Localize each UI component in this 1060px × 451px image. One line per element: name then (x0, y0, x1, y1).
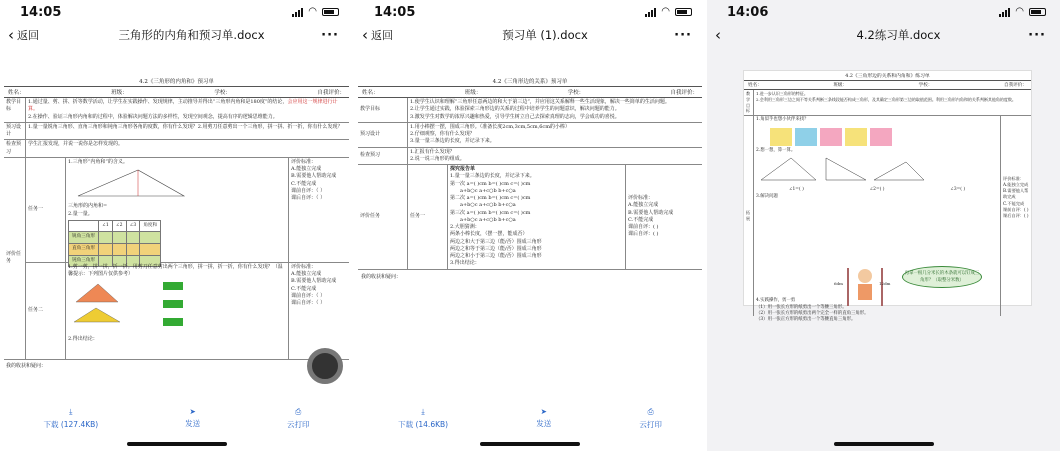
check-row (358, 148, 702, 166)
school-label: 学校： (214, 90, 231, 96)
doc-heading: 4.2《三角形边的关系》预习单 (358, 76, 702, 87)
more-options-button[interactable]: ··· (674, 27, 692, 43)
check-line: 1.汇报有什么发现？ (410, 148, 455, 155)
task2-label: 任务二 (26, 263, 66, 359)
battery-icon (1029, 8, 1046, 16)
document-title: 预习单 (1).docx (502, 28, 588, 42)
download-button[interactable] (398, 407, 448, 430)
table-row-label: 锐角三角形 (69, 232, 99, 244)
signal-icon (645, 8, 656, 17)
document-preview[interactable] (358, 76, 702, 394)
task2-question: 1.剪一剪，拼一拼，折一折。用剪刀任意剪出两个三角形，拼一拼，折一折，你有什么发现？（温馨提示：下列图片仅供参考） (68, 263, 283, 277)
printer-icon: ⎙ (647, 407, 654, 416)
criteria-title: 评价标准： (291, 263, 317, 270)
post-class-eval: 课后自评：( ) (1003, 212, 1029, 218)
check-text (408, 148, 702, 165)
folding-photos (68, 278, 208, 332)
class-label: 班级： (833, 83, 848, 88)
task1-label: 任务一 (26, 158, 66, 262)
phone-screen-2 (354, 0, 706, 451)
more-options-button[interactable]: ··· (321, 27, 339, 43)
exercise-content (754, 116, 1001, 323)
table-row-label: 钝角三角形 (69, 255, 99, 267)
home-indicator (127, 442, 227, 446)
guess-line: 两条小棒长度，（摆一摆，能成否） (450, 231, 528, 238)
document-preview[interactable] (4, 76, 349, 394)
goal-line: 2.会利用三角形三边之间不等关系判断三条线段能否构成三角形，及其确定三角形第三边的取值范围。利用三角形内角和的关系判断其他角的度数。 (756, 96, 1016, 102)
report-line: a+b○c a+c○b b+c○a (460, 202, 516, 209)
floating-record-button[interactable] (307, 348, 343, 384)
task2-row (26, 263, 349, 359)
task1-criteria (289, 158, 349, 262)
bottom-toolbar (0, 407, 353, 437)
goal-row (744, 90, 1031, 116)
exercise-row (744, 116, 1031, 323)
practice-line: （2）用一张长方形的纸剪出两个完全一样的直角三角形。 (756, 310, 869, 316)
report-line: a+b○c a+c○b b+c○a (460, 216, 516, 223)
name-label: 姓名： (362, 90, 379, 96)
angle-table (68, 220, 161, 268)
send-label: 发送 (185, 419, 201, 428)
cloud-print-label: 云打印 (287, 420, 310, 429)
report-line: 第三次 a=( )cm b=( )cm c=( )cm (450, 209, 531, 216)
task1-criteria (626, 165, 702, 269)
pre-line: 2.仔细观察，你有什么发现？ (410, 131, 475, 137)
pre-label: 预习设计 (358, 123, 408, 147)
home-indicator (834, 442, 934, 446)
post-class-eval: 课后自评：( ) (628, 231, 659, 238)
name-label: 姓名： (8, 90, 25, 96)
cloud-print-button[interactable] (287, 407, 310, 430)
status-bar (0, 0, 353, 24)
cloud-print-label: 云打印 (639, 420, 662, 429)
criteria-c: C.不能完成 (291, 180, 317, 187)
triangle-figure (68, 166, 188, 200)
back-button[interactable] (8, 27, 39, 43)
signal-icon (292, 8, 303, 17)
status-icons (645, 7, 692, 17)
check-row (4, 140, 349, 158)
goal-text-red: 会应用这一规律进行计算。 (28, 99, 338, 113)
criteria-b: B.需要他人帮助完成 (291, 278, 337, 285)
chevron-left-icon: ‹ (362, 25, 368, 44)
document-title: 三角形的内角和预习单.docx (118, 28, 265, 42)
task2-conclusion: 2.得出结论： (68, 335, 98, 342)
angle-triangles (756, 154, 926, 184)
status-time: 14:06 (727, 4, 769, 20)
report-sheet (448, 165, 626, 269)
self-eval-label: 自我评价： (1003, 83, 1027, 88)
printer-icon: ⎙ (295, 407, 302, 416)
length-label: 6dm (834, 281, 843, 287)
table-head-cell: 角度和 (140, 220, 161, 232)
doc-footer: 我的收获和疑问： (4, 359, 349, 371)
goal-text (26, 98, 349, 122)
criteria-b: B.需要他人帮助完成 (291, 173, 337, 180)
chevron-left-icon: ‹ (715, 25, 721, 44)
goal-line: 1.进一步认识三角形的特征。 (756, 91, 808, 96)
send-button[interactable] (536, 407, 551, 429)
doc-name-row (4, 87, 349, 98)
goal-line: 3.激发学生对数学的浓厚兴趣和热爱，引导学生树立自己去探索真理的志向，学会成功的喜悦。 (410, 113, 620, 120)
check-text: 学生汇报发现，并说一说你是怎样发现的。 (28, 141, 124, 148)
criteria-a: A.能独立完成 (291, 166, 322, 172)
pre-label: 预习设计 (4, 123, 26, 140)
post-class-eval: 课后自评：（ ） (291, 195, 326, 201)
report-line: 第一次 a=( )cm b=( )cm c=( )cm (450, 180, 531, 187)
sticky-note (770, 128, 792, 146)
nav-bar (0, 24, 353, 46)
check-label: 检查预习 (358, 148, 408, 165)
pre-class-eval: 课前自评：( ) (628, 224, 659, 230)
guess-line: 两边之和小于第三边（能/否）围成三角形 (450, 253, 542, 259)
task1-measure: 2.量一量。 (68, 210, 93, 217)
criteria-b: B.需要他人帮助完成 (628, 209, 674, 216)
battery-icon (675, 8, 692, 16)
practice-section (756, 298, 869, 324)
report-line: a+b○c a+c○b b+c○a (460, 187, 516, 194)
back-button[interactable] (362, 27, 393, 43)
status-icons (292, 7, 339, 17)
table-row (69, 244, 161, 256)
angle-answer: ∠1=( ) (788, 187, 804, 193)
download-button[interactable] (43, 407, 98, 430)
sticky-note (870, 128, 892, 146)
pre-line: 1.用小棒摆一摆，围成三角形。（准备长度2cm,3cm,5cm,6cm的小棒） (410, 123, 570, 130)
criteria-title: 评价标准： (1003, 176, 1024, 182)
task2-criteria (289, 263, 349, 359)
criteria-c: C.不能完成 (291, 285, 317, 292)
name-label: 姓名： (748, 83, 762, 88)
eval-row (358, 165, 702, 270)
table-head-cell: ∠3 (126, 220, 140, 232)
check-line: 2.说一说三角形的组成。 (410, 155, 465, 162)
pre-class-eval: 课前自评：（ ） (291, 187, 326, 194)
phone-screen-3 (707, 0, 1060, 451)
doc-name-row (744, 81, 1031, 90)
criteria-title: 评价标准： (628, 195, 654, 201)
sticky-note (820, 128, 842, 146)
nav-bar (354, 24, 706, 46)
criteria-c: C.不能完成 (1003, 200, 1025, 206)
back-button[interactable] (715, 25, 721, 44)
download-icon: ⤓ (421, 407, 425, 416)
table-row-label: 直角三角形 (69, 244, 99, 256)
task1-question: 1.三角形“内角和”的含义。 (68, 158, 128, 165)
bottom-toolbar (354, 407, 706, 437)
side-label: 拓展 (744, 116, 754, 316)
criteria-b: B.需要他人帮助完成 (1003, 188, 1029, 200)
class-label: 班级： (111, 90, 128, 96)
pre-line: 3.量一量三条边的长度，并记录下来。 (410, 138, 495, 145)
wifi-icon: ◠ (308, 6, 317, 17)
task1-sum: 三角形的内角和= (68, 203, 108, 210)
criteria-c: C.不能完成 (628, 216, 654, 223)
q2-text: 2.想一想，算一算。 (756, 147, 796, 153)
practice-line: （1）用一张长方形的纸剪出一个等腰三角形。 (756, 304, 847, 310)
practice-line: （3）用一张正方形的纸剪出一个等腰直角三角形。 (756, 317, 856, 323)
q3-text: 3.解决问题 (756, 193, 778, 199)
doc-name-row (358, 87, 702, 98)
table-head-cell (69, 220, 99, 232)
q4-text: 4.实践操作，剪一剪 (756, 298, 796, 304)
cloud-print-button[interactable] (639, 407, 662, 430)
angle-answer: ∠3=( ) (950, 187, 966, 193)
pre-row (358, 123, 702, 148)
goal-text (408, 98, 702, 122)
document-title: 4.2练习单.docx (856, 28, 941, 42)
school-label: 学校： (918, 83, 933, 88)
task1-label: 任务一 (408, 165, 448, 269)
task1-content (66, 158, 289, 262)
sticky-note (795, 128, 817, 146)
send-icon: ➤ (540, 407, 547, 416)
report-line: 第二次 a=( )cm b=( )cm c=( )cm (450, 195, 531, 201)
conclusion-label: 3.得出结论： (450, 260, 480, 267)
goal-line: 1.使学生认识和理解“三角形任意两边的和大于第三边”，并应用这关系解释一些生活现象，解决一些简单的生活问题。 (410, 99, 670, 105)
sticky-note (845, 128, 867, 146)
pre-text: 1.量一量锐角三角形、直角三角形和钝角三角形各角的度数，你有什么发现？2.用剪刀任意剪出一个三角形，拼一拼、折一折，你有什么发现？ (28, 123, 343, 130)
send-label: 发送 (536, 419, 552, 428)
battery-icon (322, 8, 339, 16)
goal-text-2: 2.在操作、验证三角形内角和的过程中，体验解决问题方法的多样性，发现空间观念，提高有序的逻辑思维能力。 (28, 113, 278, 120)
criteria-a: A.能独立完成 (1003, 182, 1029, 188)
goal-label: 教学目标 (744, 90, 754, 115)
back-label: 返回 (371, 29, 393, 42)
pre-class-eval: 课前自评：（ ） (291, 292, 326, 299)
sticky-notes (770, 128, 998, 146)
class-label: 班级： (464, 90, 482, 96)
criteria-title: 评价标准： (291, 158, 317, 165)
length-label: 12dm (879, 281, 891, 287)
status-bar (354, 0, 706, 24)
table-head-cell: ∠1 (98, 220, 112, 232)
send-button[interactable] (185, 407, 200, 429)
pre-class-eval: 课前自评：( ) (1003, 206, 1029, 212)
pre-text (408, 123, 702, 147)
criteria-a: A.能独立完成 (628, 202, 659, 209)
goal-text (754, 90, 1031, 115)
phone-screen-1 (0, 0, 353, 451)
doc-heading: 4.2《三角形边的关系和内角和》练习单 (744, 71, 1031, 81)
q1-text: 1.角似乎也想小伙伴来找？ (756, 117, 809, 123)
doc-heading: 4.2《三角形的内角和》预习单 (4, 76, 349, 87)
download-label: 下载 (14.6KB) (398, 420, 449, 429)
table-head-cell: ∠2 (112, 220, 126, 232)
guess-title: 2.大胆猜测： (450, 224, 480, 230)
eval-label: 评价任务 (4, 158, 26, 359)
nav-bar (707, 24, 1060, 46)
table-row (69, 232, 161, 244)
goal-line: 2.让学生通过实践，体验探索三角形边的关系的过程中培养学生的问题意识，解决问题的能力。 (410, 106, 620, 113)
guess-line: 两边之和大于第三边（能/否）围成三角形 (450, 238, 542, 245)
angle-table-header (69, 220, 161, 232)
self-eval-label: 自我评价： (670, 90, 698, 96)
speech-bubble: 再拿一根几分米长的木条就可以钉成三角形？（取整分米数） (902, 266, 982, 288)
pre-row (4, 123, 349, 141)
download-label: 下载 (127.4KB) (43, 420, 99, 429)
status-time: 14:05 (20, 4, 62, 20)
angle-answers (756, 187, 998, 193)
eval-row (4, 158, 349, 359)
document-preview[interactable] (743, 70, 1032, 323)
wifi-icon: ◠ (1015, 6, 1024, 17)
goal-label: 教学目标 (358, 98, 408, 122)
criteria-column (1001, 116, 1031, 316)
chevron-left-icon: ‹ (8, 25, 14, 44)
school-label: 学校： (567, 90, 585, 96)
angle-answer: ∠2=( ) (869, 187, 885, 193)
task1-row (26, 158, 349, 263)
home-indicator (480, 442, 580, 446)
wifi-icon: ◠ (661, 6, 670, 17)
doc-footer: 我的收获和疑问： (361, 273, 402, 280)
send-icon: ➤ (189, 407, 196, 416)
download-icon: ⤓ (69, 407, 73, 416)
post-class-eval: 课后自评：（ ） (291, 300, 326, 306)
task2-content (66, 263, 289, 359)
status-time: 14:05 (374, 4, 416, 20)
report-line: 1.量一量三条边的长度，并记录下来。 (450, 173, 535, 180)
report-title: 探究报告单 (450, 166, 476, 172)
goal-text-1: 1.通过量、剪、拼、折等数学活动，让学生在实践操作、发现规律，主动推导并得出“三角形内角和是180度”的结论， (28, 99, 288, 105)
self-eval-label: 自我评价： (317, 90, 345, 96)
signal-icon (999, 8, 1010, 17)
guess-line: 两边之和等于第三边（能/否）围成三角形 (450, 245, 542, 252)
back-label: 返回 (17, 29, 39, 42)
check-label: 检查预习 (4, 140, 26, 157)
more-options-button[interactable]: ··· (1028, 27, 1046, 43)
criteria-a: A.能独立完成 (291, 271, 322, 277)
status-bar (707, 0, 1060, 24)
status-icons (999, 7, 1046, 17)
goal-label: 教学目标 (4, 98, 26, 122)
goal-row (358, 98, 702, 123)
goal-row (4, 98, 349, 123)
eval-label: 评价任务 (358, 165, 408, 269)
